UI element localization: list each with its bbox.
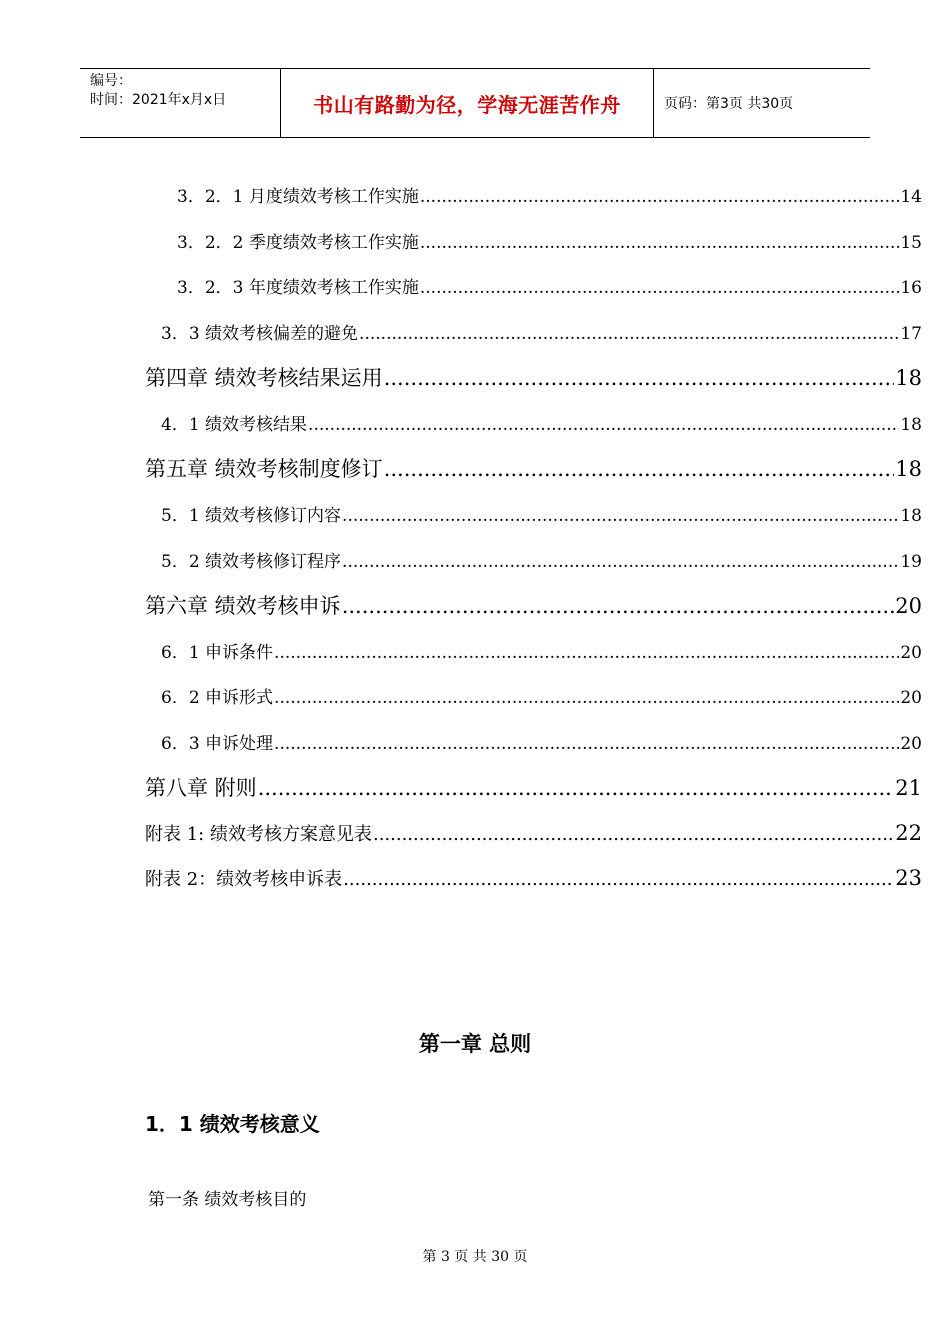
toc-entry-label: 3．2．1 月度绩效考核工作实施: [177, 187, 419, 207]
toc-entry-page: 18: [900, 506, 922, 526]
article-heading: 第一条 绩效考核目的: [148, 1190, 307, 1210]
toc-leader-dots: [420, 233, 900, 253]
toc-leader-dots: [343, 869, 894, 890]
toc-chapter-entry[interactable]: [145, 362, 922, 392]
toc-entry-page: 23: [895, 866, 922, 890]
toc-leader-dots: [384, 457, 895, 481]
section-title: 1．1 绩效考核意义: [145, 1112, 320, 1136]
toc-entry-label: 附表 2：绩效考核申诉表: [145, 869, 343, 890]
toc-leader-dots: [274, 643, 899, 663]
toc-entry-page: 17: [900, 324, 922, 344]
toc-entry[interactable]: [161, 729, 922, 754]
toc-entry[interactable]: [177, 228, 922, 253]
toc-entry[interactable]: [177, 273, 922, 298]
toc-leader-dots: [308, 415, 899, 435]
toc-entry[interactable]: [161, 501, 922, 526]
toc-leader-dots: [342, 594, 895, 618]
header-meta: [80, 69, 281, 137]
toc-entry-page: 20: [900, 688, 922, 708]
toc-entry-page: 20: [895, 594, 922, 618]
document-number-label: 编号：: [90, 73, 132, 89]
toc-chapter-entry[interactable]: [145, 772, 922, 802]
toc-entry-page: 22: [895, 821, 922, 845]
header-motto: 书山有路勤为径，学海无涯苦作舟: [281, 69, 654, 137]
toc-entry[interactable]: [161, 547, 922, 572]
toc-entry-page: 20: [900, 734, 922, 754]
toc-entry-label: 第五章 绩效考核制度修订: [145, 457, 383, 481]
toc-entry-label: 3．2．2 季度绩效考核工作实施: [177, 233, 419, 253]
toc-leader-dots: [342, 552, 899, 572]
toc-entry-label: 3．2．3 年度绩效考核工作实施: [177, 278, 419, 298]
toc-leader-dots: [342, 506, 899, 526]
toc-entry-page: 18: [895, 457, 922, 481]
toc-appendix-entry[interactable]: [145, 865, 922, 891]
toc-leader-dots: [420, 187, 900, 207]
toc-chapter-entry[interactable]: [145, 453, 922, 483]
toc-entry-label: 附表 1: 绩效考核方案意见表: [145, 824, 372, 845]
toc-leader-dots: [274, 688, 899, 708]
toc-entry[interactable]: [161, 319, 922, 344]
toc-leader-dots: [274, 734, 899, 754]
toc-entry-label: 6．3 申诉处理: [161, 734, 274, 754]
toc-entry-page: 21: [895, 776, 922, 800]
toc-entry-page: 16: [900, 278, 922, 298]
toc-entry-label: 第四章 绩效考核结果运用: [145, 366, 383, 390]
toc-entry-page: 18: [900, 415, 922, 435]
toc-entry-page: 15: [900, 233, 922, 253]
toc-entry-label: 第八章 附则: [145, 776, 257, 800]
toc-chapter-entry[interactable]: [145, 590, 922, 620]
chapter-title: 第一章 总则: [418, 1032, 532, 1056]
toc-entry-label: 3．3 绩效考核偏差的避免: [161, 324, 359, 344]
toc-entry[interactable]: [161, 410, 922, 435]
toc-leader-dots: [384, 366, 895, 390]
page-footer: 第 3 页 共 30 页: [422, 1249, 528, 1265]
document-date: 时间：2021年x月x日: [90, 92, 227, 108]
toc-entry[interactable]: [161, 683, 922, 708]
toc-entry[interactable]: [177, 182, 922, 207]
toc-entry-label: 4．1 绩效考核结果: [161, 415, 308, 435]
toc-leader-dots: [258, 776, 895, 800]
toc-entry-page: 14: [900, 187, 922, 207]
toc-leader-dots: [420, 278, 900, 298]
toc-entry-label: 第六章 绩效考核申诉: [145, 594, 341, 618]
toc-leader-dots: [359, 324, 899, 344]
page-header: [80, 68, 870, 138]
toc-entry-label: 5．2 绩效考核修订程序: [161, 552, 342, 572]
toc-entry-page: 19: [900, 552, 922, 572]
toc-entry-page: 18: [895, 366, 922, 390]
toc-appendix-entry[interactable]: [145, 820, 922, 846]
toc-leader-dots: [373, 824, 894, 845]
toc-entry[interactable]: [161, 638, 922, 663]
header-page-info: 页码：第3页 共30页: [664, 96, 794, 112]
toc-entry-page: 20: [900, 643, 922, 663]
toc-entry-label: 6．2 申诉形式: [161, 688, 274, 708]
toc-entry-label: 6．1 申诉条件: [161, 643, 274, 663]
toc-entry-label: 5．1 绩效考核修订内容: [161, 506, 342, 526]
